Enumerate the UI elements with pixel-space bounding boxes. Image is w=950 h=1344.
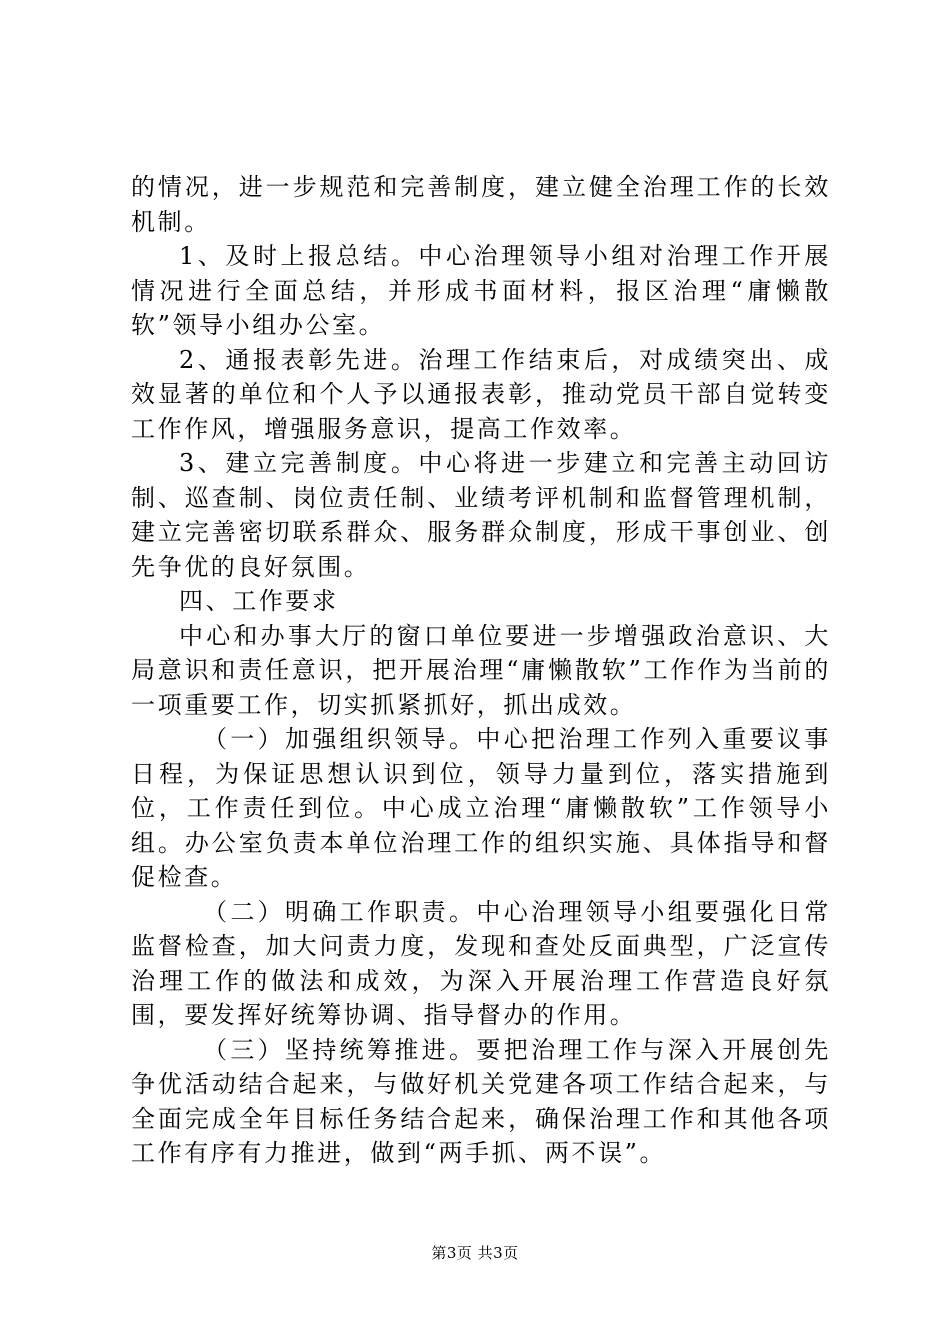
page-footer: 第3页 共3页 [431,1244,519,1262]
section-heading-work-requirements: 四、工作要求 [179,587,339,615]
paragraph-subitem-1: （一）加强组织领导。中心把治理工作列入重要议事日程，为保证思想认识到位，领导力量到位，落实措施到位，工作责任到位。中心成立治理“庸懒散软”工作领导小组。办公室负责本单位治理工作的组织实施、具体指导和督促检查。 [131,725,831,891]
paragraph-subitem-2: （二）明确工作职责。中心治理领导小组要强化日常监督检查，加大问责力度，发现和查处反面典型，广泛宣传治理工作的做法和成效，为深入开展治理工作营造良好氛围，要发挥好统筹协调、指导督办的作用。 [131,897,831,1029]
paragraph-item-3: 3、建立完善制度。中心将进一步建立和完善主动回访制、巡查制、岗位责任制、业绩考评机制和监督管理机制，建立完善密切联系群众、服务群众制度，形成干事创业、创先争优的良好氛围。 [131,449,831,581]
paragraph-requirements-intro: 中心和办事大厅的窗口单位要进一步增强政治意识、大局意识和责任意识，把开展治理“庸懒散软”工作作为当前的一项重要工作，切实抓紧抓好，抓出成效。 [131,621,831,719]
paragraph-continuation: 的情况，进一步规范和完善制度，建立健全治理工作的长效机制。 [131,173,831,236]
paragraph-subitem-3: （三）坚持统筹推进。要把治理工作与深入开展创先争优活动结合起来，与做好机关党建各项工作结合起来，与全面完成全年目标任务结合起来，确保治理工作和其他各项工作有序有力推进，做到“两手抓、两不误”。 [131,1035,831,1167]
paragraph-item-1: 1、及时上报总结。中心治理领导小组对治理工作开展情况进行全面总结，并形成书面材料，报区治理“庸懒散软”领导小组办公室。 [131,242,831,339]
document-body [131,170,831,1171]
paragraph-item-2: 2、通报表彰先进。治理工作结束后，对成绩突出、成效显著的单位和个人予以通报表彰，推动党员干部自觉转变工作作风，增强服务意识，提高工作效率。 [131,345,831,443]
